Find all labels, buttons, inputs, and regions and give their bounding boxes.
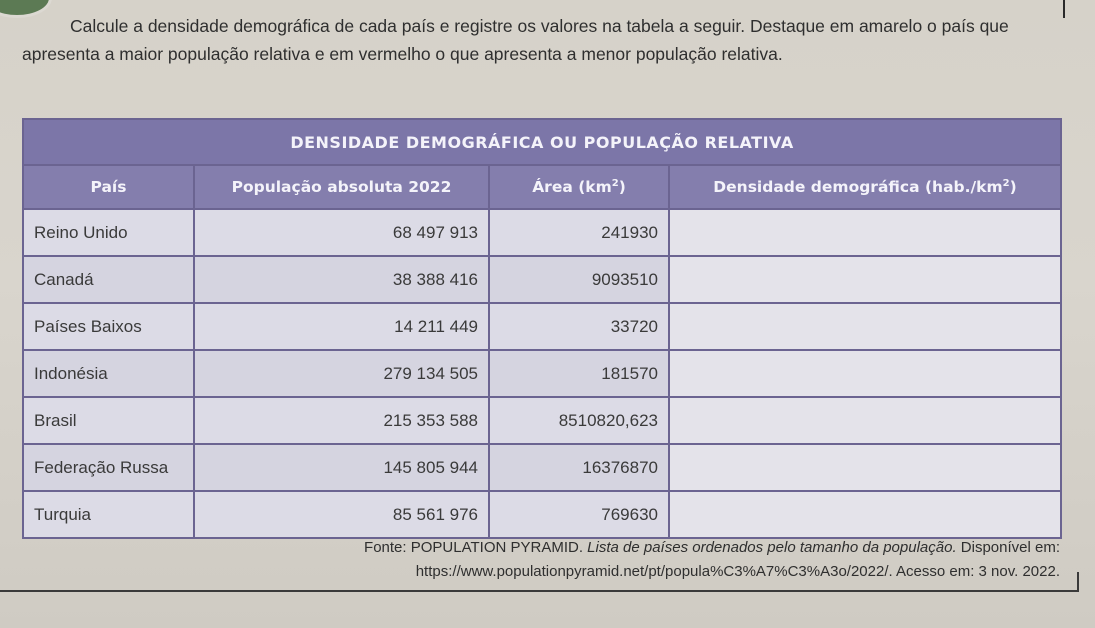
cell-area: 8510820,623 [489,397,669,444]
cell-country: Indonésia [23,350,194,397]
source-citation: Fonte: POPULATION PYRAMID. Lista de países ordenados pelo tamanho da população. Disponível em: [364,539,1060,556]
cell-area: 241930 [489,209,669,256]
table-title: DENSIDADE DEMOGRÁFICA OU POPULAÇÃO RELATIVA [23,119,1061,165]
cell-population: 68 497 913 [194,209,489,256]
table-row [23,303,1061,350]
cell-country: Brasil [23,397,194,444]
cell-area: 33720 [489,303,669,350]
cell-population: 85 561 976 [194,491,489,538]
margin-tick [1063,0,1065,18]
cell-density-answer[interactable] [669,397,1061,444]
table-row [23,256,1061,303]
cell-density-answer[interactable] [669,491,1061,538]
cell-country: Países Baixos [23,303,194,350]
header-area: Área $(km^2)$ [489,165,669,209]
bottom-rule [0,590,1078,592]
density-table [22,118,1062,539]
cell-area: 9093510 [489,256,669,303]
cell-population: 279 134 505 [194,350,489,397]
table-row [23,444,1061,491]
header-country: País [23,165,194,209]
header-population: População absoluta 2022 [194,165,489,209]
table-row [23,397,1061,444]
cell-area: 16376870 [489,444,669,491]
cell-density-answer[interactable] [669,256,1061,303]
cell-country: Reino Unido [23,209,194,256]
cell-area: 769630 [489,491,669,538]
cell-population: 145 805 944 [194,444,489,491]
header-density: Densidade demográfica $(hab./km^2)$ [669,165,1061,209]
cell-population: 38 388 416 [194,256,489,303]
source-url: https://www.populationpyramid.net/pt/popula%C3%A7%C3%A3o/2022/. Acesso em: 3 nov. 2022. [415,563,1060,580]
cell-density-answer[interactable] [669,209,1061,256]
bottom-rule-end [1077,572,1079,592]
cell-country: Turquia [23,491,194,538]
table-row [23,491,1061,538]
exercise-instructions: Calcule a densidade demográfica de cada país e registre os valores na tabela a seguir. Destaque em amarelo o país que apresenta a maior população relativa e em vermelho o que apresenta a menor população relativa. [22,16,1009,64]
cell-population: 215 353 588 [194,397,489,444]
cell-density-answer[interactable] [669,444,1061,491]
table-row [23,350,1061,397]
cell-country: Canadá [23,256,194,303]
cell-area: 181570 [489,350,669,397]
cell-country: Federação Russa [23,444,194,491]
cell-density-answer[interactable] [669,350,1061,397]
cell-population: 14 211 449 [194,303,489,350]
table-row [23,209,1061,256]
cell-density-answer[interactable] [669,303,1061,350]
